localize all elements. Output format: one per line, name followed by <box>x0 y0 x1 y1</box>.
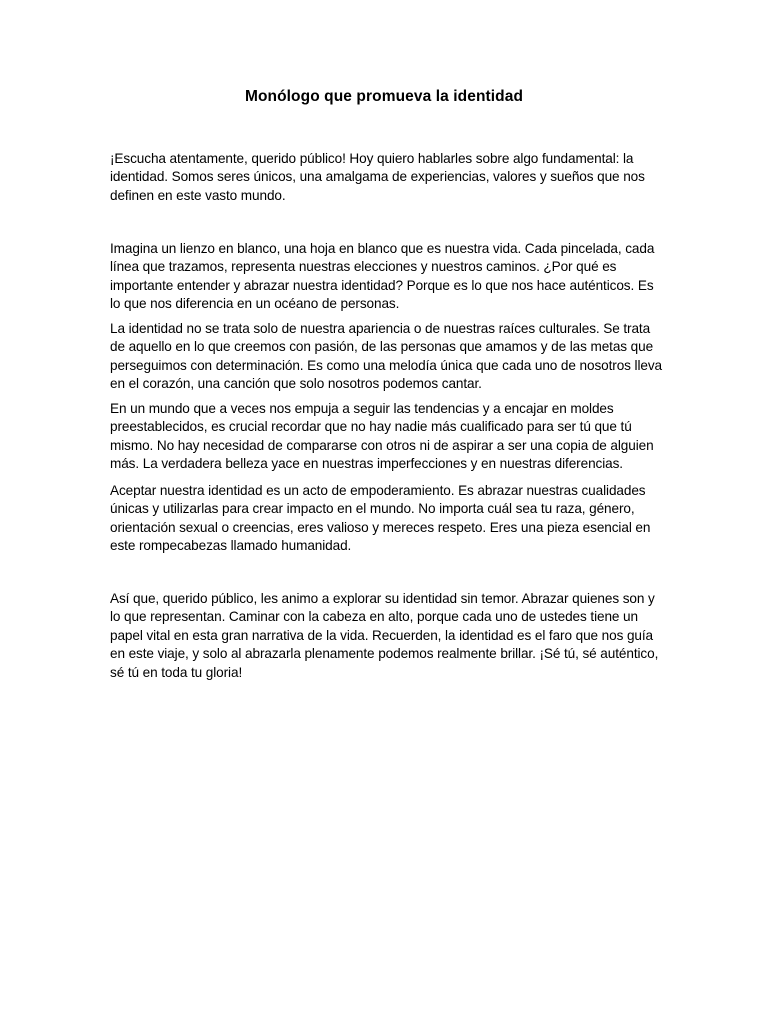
paragraph-2: Imagina un lienzo en blanco, una hoja en blanco que es nuestra vida. Cada pincelada, cada línea que trazamos, representa nuestras elecciones y nuestros caminos. ¿Por qué es importante entender y abrazar nuestra identidad? Porque es lo que nos hace auténticos. Es lo que nos diferencia en un océano de personas. <box>110 241 655 312</box>
paragraph-4: En un mundo que a veces nos empuja a seguir las tendencias y a encajar en moldes preestablecidos, es crucial recordar que no hay nadie más cualificado para ser tú que tú mismo. No hay necesidad de compararse con otros ni de aspirar a ser una copia de alguien más. La verdadera belleza yace en nuestras imperfecciones y en nuestras diferencias. <box>110 401 654 472</box>
document-title: Monólogo que promueva la identidad <box>244 88 524 105</box>
paragraph-3: La identidad no se trata solo de nuestra apariencia o de nuestras raíces culturales. Se trata de aquello en lo que creemos con pasión, de las personas que amamos y de las metas que perseguimos con determinación. Es como una melodía única que cada uno de nosotros lleva en el corazón, una canción que solo nosotros podemos cantar. <box>110 321 663 392</box>
paragraph-5: Aceptar nuestra identidad es un acto de empoderamiento. Es abrazar nuestras cualidades únicas y utilizarlas para crear impacto en el mundo. No importa cuál sea tu raza, género, orientación sexual o creencias, eres valioso y mereces respeto. Eres una pieza esencial en este rompecabezas llamado humanidad. <box>110 483 651 554</box>
paragraph-1: ¡Escucha atentamente, querido público! Hoy quiero hablarles sobre algo fundamental: la identidad. Somos seres únicos, una amalgama de experiencias, valores y sueños que nos definen en este vasto mundo. <box>110 151 645 203</box>
paragraph-6: Así que, querido público, les animo a explorar su identidad sin temor. Abrazar quienes son y lo que representan. Caminar con la cabeza en alto, porque cada uno de ustedes tiene un papel vital en esta gran narrativa de la vida. Recuerden, la identidad es el faro que nos guía en este viaje, y solo al abrazarla plenamente podemos realmente brillar. ¡Sé tú, sé auténtico, sé tú en toda tu gloria! <box>110 591 659 680</box>
